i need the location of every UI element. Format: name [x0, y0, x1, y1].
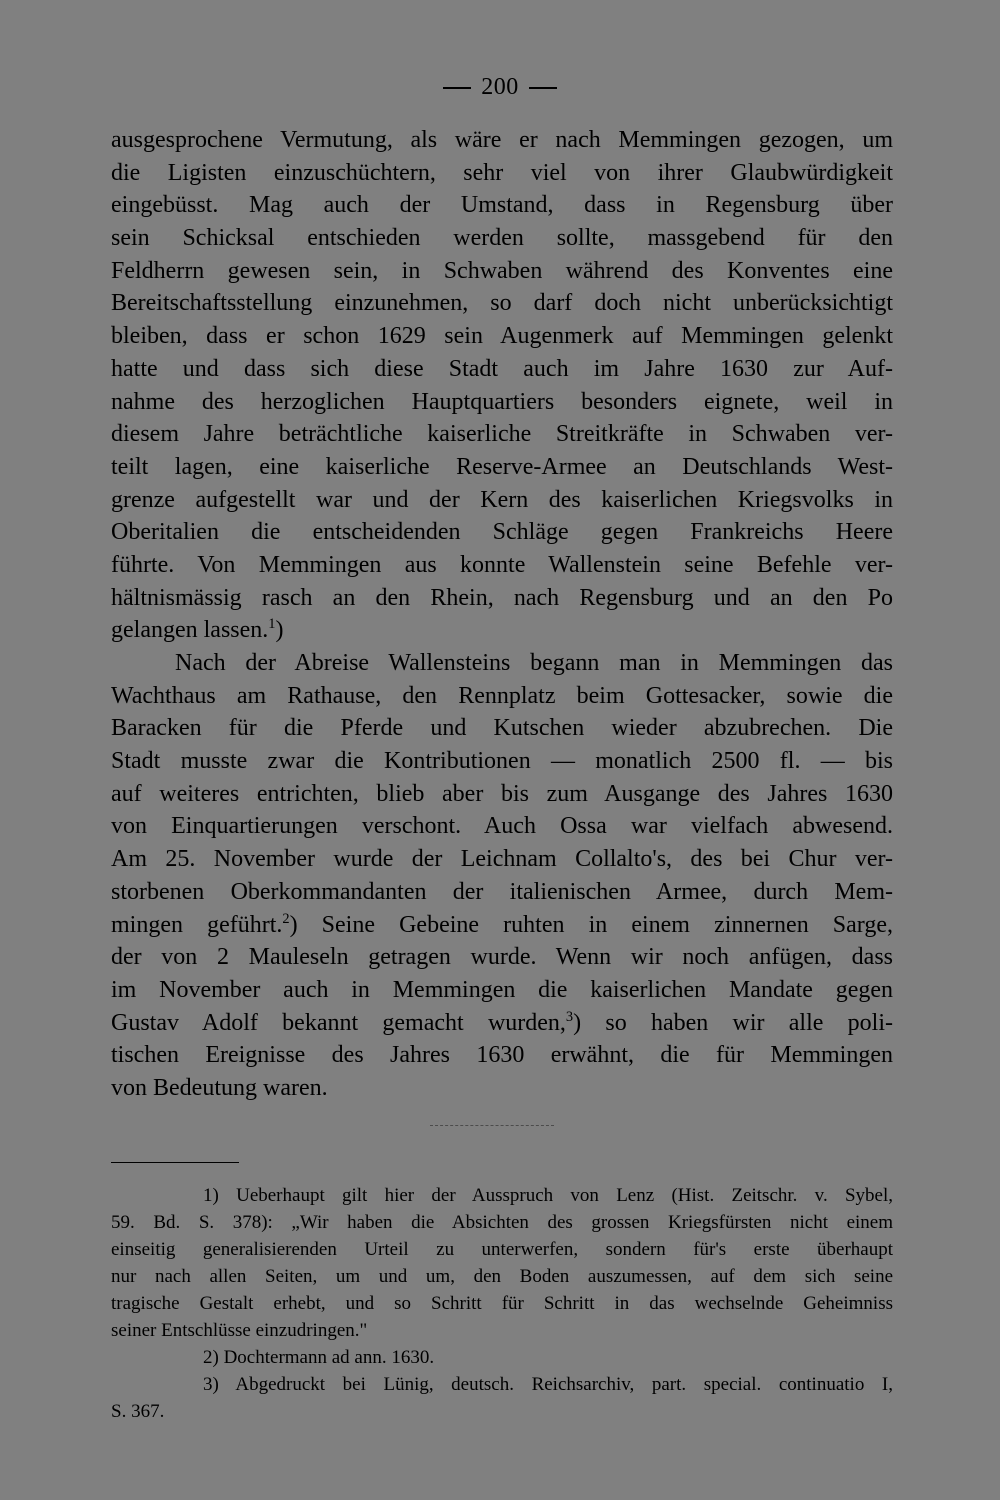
- footnote-line: S. 367.: [111, 1401, 165, 1422]
- body-line: Feldherrn gewesen sein, in Schwaben während des Konventes eine: [111, 257, 893, 284]
- body-line: tischen Ereignisse des Jahres 1630 erwähnt, die für Memmingen: [111, 1042, 893, 1069]
- body-line: hältnismässig rasch an den Rhein, nach Regensburg und an den Po: [111, 584, 893, 611]
- body-line: Am 25. November wurde der Leichnam Collalto's, des bei Chur ver-: [111, 846, 893, 873]
- body-line: bleiben, dass er schon 1629 sein Augenmerk auf Memmingen gelenkt: [111, 323, 893, 350]
- body-line: von Einquartierungen verschont. Auch Ossa war vielfach abwesend.: [111, 813, 893, 840]
- body-line: die Ligisten einzuschüchtern, sehr viel von ihrer Glaubwürdigkeit: [111, 159, 893, 186]
- footnotes: [111, 1182, 893, 1425]
- body-line-text: ) so haben wir alle poli-: [573, 1009, 893, 1036]
- body-line: auf weiteres entrichten, blieb aber bis zum Ausgange des Jahres 1630: [111, 780, 893, 807]
- footnote-line: tragische Gestalt erhebt, und so Schritt für Schritt in das wechselnde Geheimniss: [111, 1293, 893, 1314]
- body-line: Baracken für die Pferde und Kutschen wieder abzubrechen. Die: [111, 715, 893, 742]
- footnote-line: 1) Ueberhaupt gilt hier der Ausspruch von Lenz (Hist. Zeitschr. v. Sybel,: [203, 1185, 893, 1206]
- footnote-line: nur nach allen Seiten, um und um, den Boden auszumessen, auf dem sich seine: [111, 1266, 893, 1287]
- body-line: Oberitalien die entscheidenden Schläge gegen Frankreichs Heere: [111, 519, 893, 546]
- page-number-dash-right: [529, 87, 557, 89]
- body-line: hatte und dass sich diese Stadt auch im Jahre 1630 zur Auf-: [111, 355, 893, 382]
- body-line: Nach der Abreise Wallensteins begann man in Memmingen das: [175, 650, 893, 676]
- body-line: Bereitschaftsstellung einzunehmen, so darf doch nicht unberücksichtigt: [111, 290, 893, 317]
- body-line-text: gelangen lassen.: [111, 617, 269, 644]
- body-line: führte. Von Memmingen aus konnte Wallenstein seine Befehle ver-: [111, 551, 893, 578]
- body-line: teilt lagen, eine kaiserliche Reserve-Armee an Deutschlands West-: [111, 453, 893, 480]
- body-line-text: mingen geführt.: [111, 911, 283, 938]
- body-line-text: ) Seine Gebeine ruhten in einem zinnernen Sarge,: [289, 911, 893, 938]
- body-line: grenze aufgestellt war und der Kern des kaiserlichen Kriegsvolks in: [111, 486, 893, 513]
- footnote-line: 2) Dochtermann ad ann. 1630.: [203, 1347, 435, 1368]
- body-line: storbenen Oberkommandanten der italienischen Armee, durch Mem-: [111, 878, 893, 905]
- body-line: ausgesprochene Vermutung, als wäre er nach Memmingen gezogen, um: [111, 127, 893, 153]
- body-line: eingebüsst. Mag auch der Umstand, dass in Regensburg über: [111, 192, 893, 219]
- footnote-line: einseitig generalisierenden Urteil zu unterwerfen, sondern für's erste überhaupt: [111, 1239, 893, 1260]
- body-line: diesem Jahre beträchtliche kaiserliche Streitkräfte in Schwaben ver-: [111, 421, 893, 448]
- footnote-line: 59. Bd. S. 378): „Wir haben die Absichten des grossen Kriegsfürsten nicht einem: [111, 1212, 893, 1233]
- body-line: [111, 1007, 893, 1040]
- page-number: 200: [481, 74, 519, 100]
- body-line: von Bedeutung waren.: [111, 1074, 328, 1101]
- footnote-ref-close: ): [275, 617, 284, 644]
- page-number-dash-left: [443, 87, 471, 89]
- body-text: [111, 124, 893, 1105]
- body-line: Wachthaus am Rathause, den Rennplatz beim Gottesacker, sowie die: [111, 682, 893, 709]
- body-line: [111, 909, 893, 942]
- page-header: [0, 72, 1000, 102]
- body-line: der von 2 Mauleseln getragen wurde. Wenn wir noch anfügen, dass: [111, 944, 893, 971]
- section-ornament: [430, 1125, 554, 1126]
- body-line: Stadt musste zwar die Kontributionen — monatlich 2500 fl. — bis: [111, 748, 893, 775]
- body-line: im November auch in Memmingen die kaiserlichen Mandate gegen: [111, 976, 893, 1003]
- footnote-line: 3) Abgedruckt bei Lünig, deutsch. Reichsarchiv, part. special. continuatio I,: [203, 1374, 893, 1395]
- footnote-ref-2: 2: [282, 910, 290, 927]
- footnote-line: seiner Entschlüsse einzudringen.": [111, 1320, 368, 1341]
- body-line: sein Schicksal entschieden werden sollte, massgebend für den: [111, 225, 893, 252]
- body-line: [111, 614, 893, 647]
- footnote-ref-1: 1: [268, 616, 276, 633]
- body-line-text: Gustav Adolf bekannt gemacht wurden,: [111, 1009, 566, 1036]
- footnote-divider: [111, 1162, 239, 1163]
- footnote-ref-3: 3: [565, 1008, 574, 1025]
- body-line: nahme des herzoglichen Hauptquartiers besonders eignete, weil in: [111, 388, 893, 415]
